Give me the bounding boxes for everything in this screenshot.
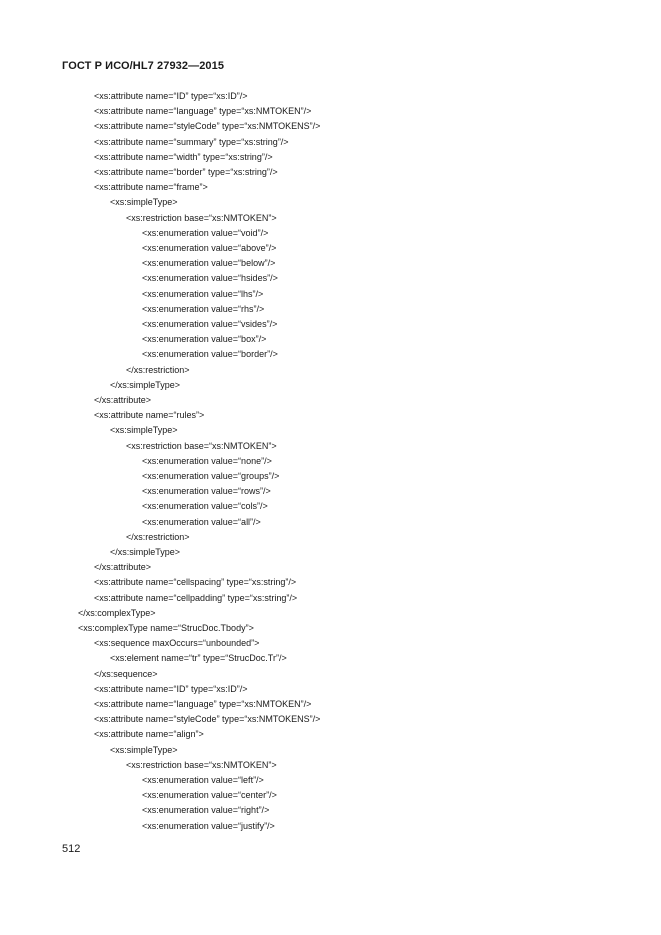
code-line: </xs:simpleType> xyxy=(110,547,181,557)
code-line: <xs:attribute name=“ID” type=“xs:ID”/> xyxy=(94,91,248,101)
code-line: <xs:enumeration value=“justify”/> xyxy=(142,820,275,831)
code-line: <xs:enumeration value=“above”/> xyxy=(142,243,277,253)
code-line: <xs:enumeration value=“none”/> xyxy=(142,455,272,466)
code-line: <xs:attribute name=“align”> xyxy=(94,729,204,740)
code-line: </xs:attribute> xyxy=(94,395,152,405)
code-line: <xs:complexType name=“StrucDoc.Tbody”> xyxy=(78,623,254,633)
code-line: <xs:attribute name=“cellspacing” type=“xs:string”/> xyxy=(94,577,297,588)
code-line: </xs:restriction> xyxy=(126,531,190,542)
code-line: <xs:attribute name=“language” type=“xs:NMTOKEN”/> xyxy=(94,106,312,117)
code-line: <xs:enumeration value=“all”/> xyxy=(142,516,261,527)
code-line: <xs:attribute name=“width” type=“xs:string”/> xyxy=(94,151,273,162)
code-line: </xs:attribute> xyxy=(94,562,152,573)
code-line: <xs:restriction base=“xs:NMTOKEN”> xyxy=(126,440,277,451)
code-line: <xs:attribute name=“styleCode” type=“xs:NMTOKENS”/> xyxy=(94,121,321,132)
code-line: </xs:restriction> xyxy=(126,364,190,375)
code-line: </xs:simpleType> xyxy=(110,379,181,390)
code-line: <xs:element name=“tr” type=“StrucDoc.Tr”/> xyxy=(110,653,287,664)
code-line: <xs:enumeration value=“vsides”/> xyxy=(142,319,278,329)
code-line: <xs:enumeration value=“lhs”/> xyxy=(142,288,264,299)
code-line: <xs:enumeration value=“center”/> xyxy=(142,790,277,801)
code-line: <xs:attribute name=“summary” type=“xs:string”/> xyxy=(94,136,289,147)
code-line: <xs:simpleType> xyxy=(110,744,178,755)
code-line: <xs:simpleType> xyxy=(110,197,178,208)
code-line: <xs:enumeration value=“hsides”/> xyxy=(142,273,278,284)
code-line: <xs:attribute name=“language” type=“xs:NMTOKEN”/> xyxy=(94,699,312,709)
code-line: <xs:enumeration value=“left”/> xyxy=(142,775,264,785)
code-line: </xs:complexType> xyxy=(78,607,156,618)
code-line: <xs:enumeration value=“below”/> xyxy=(142,258,276,269)
code-line: <xs:attribute name=“frame”> xyxy=(94,182,208,193)
code-line: <xs:enumeration value=“box”/> xyxy=(142,334,267,345)
code-line: <xs:enumeration value=“right”/> xyxy=(142,805,270,816)
page-number: 512 xyxy=(62,843,81,855)
code-line: <xs:attribute name=“rules”> xyxy=(94,410,205,421)
code-line: <xs:restriction base=“xs:NMTOKEN”> xyxy=(126,212,277,223)
code-line: <xs:enumeration value=“border”/> xyxy=(142,349,278,360)
code-line: <xs:enumeration value=“rows”/> xyxy=(142,486,271,497)
code-line: <xs:attribute name=“cellpadding” type=“xs:string”/> xyxy=(94,592,298,603)
code-line: <xs:enumeration value=“void”/> xyxy=(142,227,269,238)
code-line: <xs:enumeration value=“cols”/> xyxy=(142,501,268,512)
code-line: <xs:restriction base=“xs:NMTOKEN”> xyxy=(126,759,277,770)
code-line: </xs:sequence> xyxy=(94,668,158,679)
code-line: <xs:sequence maxOccurs=“unbounded”> xyxy=(94,638,260,649)
page-title: ГОСТ Р ИСО/HL7 27932—2015 xyxy=(62,60,225,72)
code-line: <xs:attribute name=“ID” type=“xs:ID”/> xyxy=(94,683,248,694)
code-line: <xs:attribute name=“border” type=“xs:string”/> xyxy=(94,167,278,177)
code-line: <xs:attribute name=“styleCode” type=“xs:NMTOKENS”/> xyxy=(94,714,321,725)
code-line: <xs:enumeration value=“rhs”/> xyxy=(142,303,265,314)
code-line: <xs:simpleType> xyxy=(110,425,178,436)
code-line: <xs:enumeration value=“groups”/> xyxy=(142,471,280,481)
